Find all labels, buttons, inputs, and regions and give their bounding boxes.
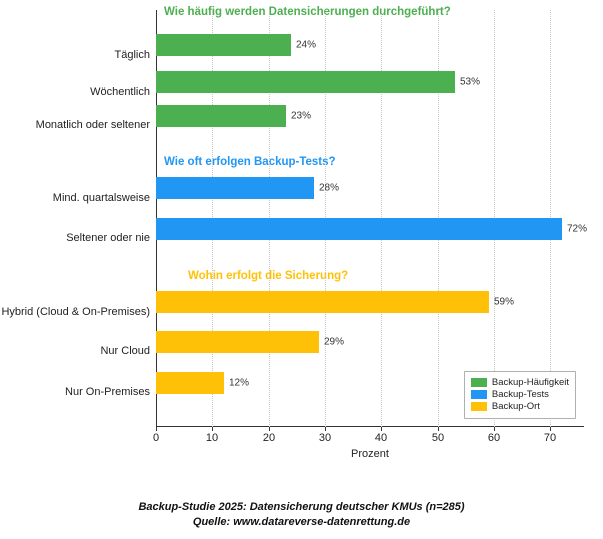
y-tick-hybrid: Hybrid (Cloud & On-Premises) — [1, 306, 150, 318]
x-tick-10: 10 — [205, 432, 219, 444]
x-tick-0: 0 — [152, 432, 160, 444]
bar-row-taeglich — [156, 34, 584, 56]
x-tick-30: 30 — [318, 432, 332, 444]
bar-quartalsweise — [156, 177, 314, 199]
x-tick-mark-0 — [156, 427, 157, 431]
y-tick-nur-cloud: Nur Cloud — [100, 345, 150, 357]
x-tick-20: 20 — [262, 432, 276, 444]
bar-monatlich — [156, 105, 286, 127]
legend-item-haeufigkeit — [471, 377, 569, 388]
legend-item-tests — [471, 389, 569, 400]
y-tick-quartalsweise: Mind. quartalsweise — [52, 192, 150, 204]
legend — [464, 371, 576, 419]
footer-line-1: Backup-Studie 2025: Datensicherung deutscher KMUs (n=285) — [138, 501, 465, 513]
x-tick-mark-20 — [269, 427, 270, 431]
bar-value-taeglich: 24% — [296, 39, 317, 51]
bar-hybrid — [156, 291, 489, 313]
y-axis-labels — [0, 10, 150, 427]
bar-value-quartalsweise: 28% — [319, 182, 340, 194]
legend-label-ort: Backup-Ort — [491, 401, 540, 412]
bar-nur-cloud — [156, 331, 319, 353]
bar-value-nur-cloud: 29% — [324, 336, 345, 348]
x-tick-mark-30 — [325, 427, 326, 431]
bar-value-seltener-oder-nie: 72% — [567, 223, 588, 235]
bar-row-quartalsweise — [156, 177, 584, 199]
legend-item-ort — [471, 401, 569, 412]
y-tick-monatlich: Monatlich oder seltener — [35, 119, 150, 131]
footer-line-2: Quelle: www.datareverse-datenrettung.de — [192, 516, 411, 528]
bar-value-woechentlich: 53% — [460, 76, 481, 88]
bar-row-woechentlich — [156, 71, 584, 93]
x-tick-60: 60 — [487, 432, 501, 444]
x-tick-mark-50 — [438, 427, 439, 431]
x-tick-mark-60 — [494, 427, 495, 431]
group-title-location: Wohin erfolgt die Sicherung? — [188, 270, 349, 282]
bar-seltener-oder-nie — [156, 218, 562, 240]
bar-woechentlich — [156, 71, 455, 93]
group-title-frequency: Wie häufig werden Datensicherungen durchgeführt? — [164, 6, 451, 18]
bar-taeglich — [156, 34, 291, 56]
bar-value-monatlich: 23% — [291, 110, 312, 122]
legend-swatch-blue — [471, 390, 487, 399]
x-tick-50: 50 — [431, 432, 445, 444]
y-tick-woechentlich: Wöchentlich — [90, 86, 150, 98]
group-title-tests: Wie oft erfolgen Backup-Tests? — [164, 156, 336, 168]
legend-swatch-yellow — [471, 402, 487, 411]
bar-value-hybrid: 59% — [494, 296, 515, 308]
x-tick-40: 40 — [374, 432, 388, 444]
bar-nur-on-premises — [156, 372, 224, 394]
x-axis-label: Prozent — [351, 448, 389, 460]
bar-row-seltener-oder-nie — [156, 218, 588, 240]
x-tick-mark-10 — [212, 427, 213, 431]
plot-area — [156, 10, 588, 427]
y-tick-nur-on-premises: Nur On-Premises — [65, 386, 150, 398]
y-tick-taeglich: Täglich — [114, 49, 150, 61]
bar-row-monatlich — [156, 105, 584, 127]
x-tick-mark-40 — [381, 427, 382, 431]
y-tick-seltener-oder-nie: Seltener oder nie — [66, 232, 150, 244]
x-tick-70: 70 — [543, 432, 557, 444]
legend-swatch-green — [471, 378, 487, 387]
legend-label-tests: Backup-Tests — [491, 389, 549, 400]
bar-row-nur-cloud — [156, 331, 584, 353]
bar-value-nur-on-premises: 12% — [229, 377, 250, 389]
bar-row-hybrid — [156, 291, 584, 313]
legend-label-haeufigkeit: Backup-Häufigkeit — [491, 377, 569, 388]
chart-footer — [0, 500, 603, 530]
x-tick-mark-70 — [550, 427, 551, 431]
